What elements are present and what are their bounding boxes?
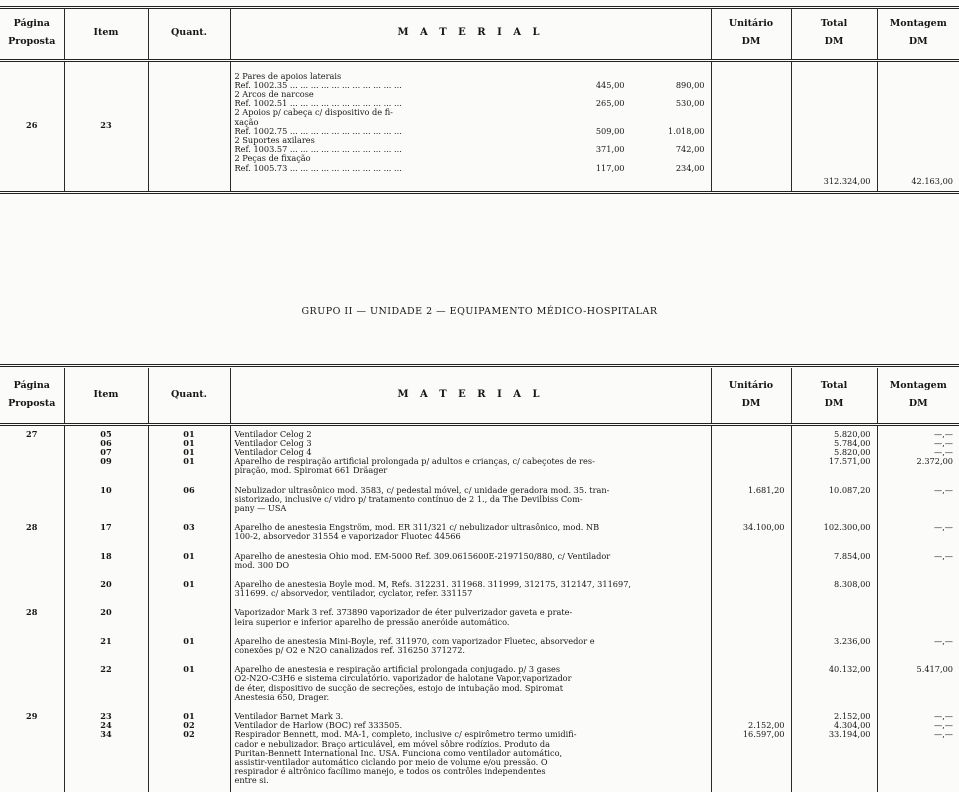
cell-montagem-line: 2.372,00 [916, 456, 953, 467]
cell-item-line: 05 [100, 428, 112, 439]
cell-total-line: 5.820,00 [834, 428, 871, 439]
cell-total [791, 708, 877, 792]
cell-total [791, 633, 877, 661]
cell-montagem-line: 5.417,00 [916, 664, 953, 675]
cell-montagem: 42.163,00 [877, 60, 959, 192]
material-lines [231, 72, 711, 173]
cell-item-line: 23 [100, 710, 112, 721]
cell-quant [148, 519, 230, 547]
cell-material [230, 708, 711, 792]
table-row [0, 424, 959, 482]
cell-pagina: 26 [26, 120, 38, 131]
material-line-subtotal: 234,00 [675, 162, 705, 173]
cell-pagina: 27 [26, 428, 38, 439]
cell-montagem [877, 633, 959, 661]
cell-material [230, 482, 711, 520]
cell-material-line: Aparelho de anestesia Boyle mod. M, Refs. 312231. 311968. 311999, 312175, 312147, 311697, [234, 578, 632, 589]
cell-quant-line: 01 [183, 446, 195, 457]
cell-montagem-line: —,— [934, 428, 953, 439]
material-line-text: 2 Suportes axilares [234, 134, 315, 145]
cell-total-line: 17.571,00 [828, 456, 871, 467]
cell-unitario [711, 482, 791, 520]
header-total: Total DM [791, 8, 877, 60]
cell-material-line: cador e nebulizador. Braço articulável, em móvel sôbre rodízios. Produto da [234, 738, 550, 749]
table-row [0, 633, 959, 661]
cell-total-line: 10.087,20 [828, 484, 871, 495]
cell-montagem-line [878, 580, 954, 589]
header-pagina: Página Proposta [8, 18, 56, 48]
material-line-subtotal: 742,00 [675, 144, 705, 155]
cell-pagina: 28 [26, 522, 38, 533]
cell-material-line: Ventilador de Harlow (BOC) ref 333505. [234, 720, 403, 731]
material-line-text: Ref. 1002.51 ... ... ... ... ... ... ... ... ... ... ... [234, 98, 402, 109]
material-line-text: Ref. 1002.75 ... ... ... ... ... ... ... ... ... ... ... [234, 125, 402, 136]
material-line-text: 2 Arcos de narcose [234, 88, 314, 99]
header-pagina: Página Proposta [8, 380, 56, 410]
cell-material-line: 311699. c/ absorvedor, ventilador, cyclator, refer. 331157 [234, 588, 473, 599]
cell-montagem [877, 424, 959, 482]
cell-material-line: pany — USA [234, 502, 287, 513]
cell-item-line: 20 [100, 578, 112, 589]
cell-total [791, 548, 877, 576]
cell-montagem-line [878, 608, 954, 617]
cell-quant [148, 482, 230, 520]
cell-quant [148, 576, 230, 604]
cell-item [64, 708, 148, 792]
cell-item-line: 07 [100, 446, 112, 457]
material-line-subtotal: 890,00 [675, 79, 705, 90]
cell-item-line: 17 [100, 522, 112, 533]
header-quant: Quant. [148, 368, 230, 424]
cell-material-line: O2-N2O-C3H6 e sistema circulatório. vaporizador de halotane Vapor,vaporizador [234, 673, 572, 684]
cell-montagem [877, 482, 959, 520]
material-line-text: 2 Peças de fixação [234, 153, 311, 164]
cell-material-line: conexões p/ O2 e N2O canalizados ref. 316250 371272. [234, 644, 466, 655]
cell-material-line: leira superior e inferior aparelho de pressão aneróide automático. [234, 616, 510, 627]
cell-quant-line: 01 [183, 428, 195, 439]
cell-quant-line: 01 [183, 550, 195, 561]
table-row [0, 604, 959, 632]
header-total: Total DM [791, 368, 877, 424]
cell-unitario-line: 16.597,00 [742, 729, 785, 740]
group-title: GRUPO II — UNIDADE 2 — EQUIPAMENTO MÉDICO-HOSPITALAR [301, 306, 658, 317]
header-material: M A T E R I A L [230, 368, 711, 424]
cell-material [230, 633, 711, 661]
cell-quant [148, 60, 230, 192]
cell-material-line: sistorizado, inclusive c/ vidro p/ tratamento contínuo de 2 1., da The Devilbiss Com- [234, 493, 583, 504]
cell-item [64, 548, 148, 576]
cell-material-line: Aparelho de anestesia Mini-Boyle, ref. 311970, com vaporizador Fluetec, absorvedor e [234, 635, 595, 646]
cell-pagina [0, 482, 64, 520]
cell-total [791, 424, 877, 482]
material-line-text: Ref. 1002.35 ... ... ... ... ... ... ... ... ... ... ... [234, 79, 402, 90]
cell-material-line: Ventilador Barnet Mark 3. [234, 710, 344, 721]
cell-pagina: 29 [26, 710, 38, 721]
cell-material [230, 60, 711, 192]
cell-material [230, 576, 711, 604]
header-item: Item [64, 8, 148, 60]
material-line-unit-price: 371,00 [595, 144, 625, 155]
cell-total [791, 604, 877, 632]
cell-total-line: 102.300,00 [823, 522, 871, 533]
table-row [0, 548, 959, 576]
cell-material [230, 519, 711, 547]
cell-quant-line: 01 [183, 456, 195, 467]
material-line-text: Ref. 1003.57 ... ... ... ... ... ... ... ... ... ... ... [234, 144, 402, 155]
cell-material [230, 548, 711, 576]
cell-montagem-line: —,— [934, 720, 953, 731]
cell-quant [148, 708, 230, 792]
cell-total-line: 2.152,00 [834, 710, 871, 721]
cell-montagem-line: —,— [934, 710, 953, 721]
cell-material-line: mod. 300 DO [234, 559, 290, 570]
cell-total [791, 661, 877, 708]
cell-total-line: 5.820,00 [834, 446, 871, 457]
material-line-subtotal: 1.018,00 [668, 125, 705, 136]
cell-quant [148, 604, 230, 632]
cell-total [791, 519, 877, 547]
cell-material-line: Ventilador Celog 4 [234, 446, 312, 457]
cell-item-line: 22 [100, 664, 112, 675]
cell-material-line: Ventilador Celog 3 [234, 437, 312, 448]
cell-unitario [711, 60, 791, 192]
table-bottom-body [0, 424, 959, 792]
cell-item-line: 21 [100, 635, 112, 646]
material-line-text: Ref. 1005.73 ... ... ... ... ... ... ... ... ... ... ... [234, 162, 402, 173]
material-line-unit-price: 445,00 [595, 79, 625, 90]
cell-unitario [711, 708, 791, 792]
cell-total-line: 3.236,00 [834, 635, 871, 646]
material-line-text: xação [234, 116, 259, 127]
header-unitario: Unitário DM [711, 8, 791, 60]
header-unitario: Unitário DM [711, 368, 791, 424]
cell-montagem-line: —,— [934, 437, 953, 448]
cell-material [230, 604, 711, 632]
cell-montagem [877, 604, 959, 632]
cell-montagem-line: —,— [934, 522, 953, 533]
cell-item-line: 24 [100, 720, 112, 731]
table-top [0, 8, 959, 194]
cell-pagina [0, 548, 64, 576]
header-item: Item [64, 368, 148, 424]
cell-material-line: Puritan-Bennett International Inc. USA. Funciona como ventilador automático, [234, 747, 563, 758]
cell-material-line: respirador é altrônico facílimo manejo, e todos os contrôles independentes [234, 766, 546, 777]
table-row [0, 661, 959, 708]
material-line-unit-price: 265,00 [595, 98, 625, 109]
cell-item-line: 34 [100, 729, 112, 740]
cell-material-line: Vaporizador Mark 3 ref. 373890 vaporizador de éter pulverizador gaveta e prate- [234, 607, 573, 618]
cell-pagina [0, 633, 64, 661]
cell-montagem [877, 661, 959, 708]
material-line-text: 2 Pares de apoios laterais [234, 70, 342, 81]
cell-montagem-line: —,— [934, 446, 953, 457]
cell-quant-line: 01 [183, 578, 195, 589]
cell-montagem-line: —,— [934, 484, 953, 495]
material-line-unit-price [555, 108, 625, 117]
table-bottom [0, 368, 959, 792]
cell-material-line: assistir-ventilador automático ciclando por meio de volume e/ou pressão. O [234, 756, 548, 767]
cell-montagem-line: —,— [934, 635, 953, 646]
cell-total-line: 33.194,00 [828, 729, 871, 740]
cell-unitario [711, 519, 791, 547]
table-top-header [0, 8, 959, 60]
cell-total-line: 8.308,00 [834, 578, 871, 589]
cell-item-line: 06 [100, 437, 112, 448]
cell-quant-line: 01 [183, 664, 195, 675]
cell-total-line: 40.132,00 [828, 664, 871, 675]
cell-material-line: Ventilador Celog 2 [234, 428, 312, 439]
material-line-subtotal [625, 108, 711, 117]
material-line-text: 2 Apoios p/ cabeça c/ dispositivo de fi- [234, 107, 393, 118]
cell-montagem [877, 519, 959, 547]
cell-material-line: 100-2, absorvedor 31554 e vaporizador Fluotec 44566 [234, 531, 461, 542]
cell-quant-line: 03 [183, 522, 195, 533]
header-montagem: Montagem DM [877, 368, 959, 424]
cell-unitario-line: 2.152,00 [748, 720, 785, 731]
cell-material-line: entre si. [234, 775, 269, 786]
table-bottom-header [0, 368, 959, 424]
cell-material-line: Respirador Bennett, mod. MA-1, completo, inclusive c/ espirômetro termo umidifi- [234, 729, 577, 740]
cell-quant-line: 06 [183, 484, 195, 495]
material-line-unit-price: 117,00 [595, 162, 625, 173]
cell-material-line: Aparelho de anestesia Engström, mod. ER 311/321 c/ nebulizador ultrasônico, mod. NB [234, 522, 600, 533]
cell-quant-line: 01 [183, 437, 195, 448]
cell-montagem [877, 708, 959, 792]
cell-material-line: Aparelho de anestesia e respiração artificial prolongada conjugado. p/ 3 gases [234, 664, 561, 675]
cell-material-line: piração, mod. Spiromat 661 Dräager [234, 465, 388, 476]
cell-item [64, 604, 148, 632]
cell-pagina: 28 [26, 607, 38, 618]
material-line-subtotal: 530,00 [675, 98, 705, 109]
cell-item-line: 09 [100, 456, 112, 467]
cell-quant [148, 548, 230, 576]
cell-item: 23 [64, 60, 148, 192]
cell-quant-line: 01 [183, 710, 195, 721]
cell-quant [148, 661, 230, 708]
table-row [0, 60, 959, 192]
cell-material-line: Aparelho de respiração artificial prolongada p/ adultos e crianças, c/ cabeçotes de res- [234, 456, 595, 467]
cell-item-line: 20 [100, 607, 112, 618]
cell-montagem [877, 576, 959, 604]
cell-item [64, 576, 148, 604]
cell-quant [148, 633, 230, 661]
cell-total: 312.324,00 [791, 60, 877, 192]
cell-quant [148, 424, 230, 482]
cell-item-line: 10 [100, 484, 112, 495]
cell-unitario [711, 604, 791, 632]
cell-material [230, 424, 711, 482]
table-row [0, 576, 959, 604]
cell-total-line: 7.854,00 [834, 550, 871, 561]
cell-material-line: de éter, dispositivo de sucção de secreções, estojo de intubação mod. Spiromat [234, 682, 564, 693]
cell-total-line: 5.784,00 [834, 437, 871, 448]
header-quant: Quant. [148, 8, 230, 60]
material-line [231, 108, 711, 117]
cell-unitario [711, 633, 791, 661]
cell-pagina [0, 661, 64, 708]
cell-unitario [711, 661, 791, 708]
cell-montagem-line: —,— [934, 729, 953, 740]
table-row [0, 482, 959, 520]
cell-total-line [792, 608, 871, 617]
cell-item [64, 661, 148, 708]
table-row [0, 708, 959, 792]
cell-item [64, 482, 148, 520]
cell-unitario [711, 548, 791, 576]
cell-montagem [877, 548, 959, 576]
cell-total-line: 4.304,00 [834, 720, 871, 731]
cell-unitario [711, 576, 791, 604]
material-line [231, 164, 711, 173]
table-row [0, 519, 959, 547]
second-top-rule [0, 364, 959, 367]
cell-montagem-line: —,— [934, 550, 953, 561]
cell-item [64, 424, 148, 482]
cell-material-line: Aparelho de anestesia Ohio mod. EM-5000 Ref. 309.0615600E-2197150/880, c/ Ventilador [234, 550, 611, 561]
header-material: M A T E R I A L [230, 8, 711, 60]
cell-material-line: Anestesia 650, Drager. [234, 691, 330, 702]
cell-item [64, 633, 148, 661]
cell-quant-line [149, 608, 230, 617]
material-line-unit-price: 509,00 [595, 125, 625, 136]
cell-unitario-line: 34.100,00 [742, 522, 785, 533]
cell-material-line: Nebulizador ultrasônico mod. 3583, c/ pedestal móvel, c/ unidade geradora mod. 35. tran- [234, 484, 610, 495]
cell-material [230, 661, 711, 708]
cell-item-line: 18 [100, 550, 112, 561]
cell-quant-line: 02 [183, 729, 195, 740]
cell-total [791, 576, 877, 604]
cell-item [64, 519, 148, 547]
cell-quant-line: 02 [183, 720, 195, 731]
cell-unitario-line: 1.681,20 [748, 484, 785, 495]
cell-quant-line: 01 [183, 635, 195, 646]
cell-unitario [711, 424, 791, 482]
cell-pagina [0, 576, 64, 604]
cell-total [791, 482, 877, 520]
header-montagem: Montagem DM [877, 8, 959, 60]
